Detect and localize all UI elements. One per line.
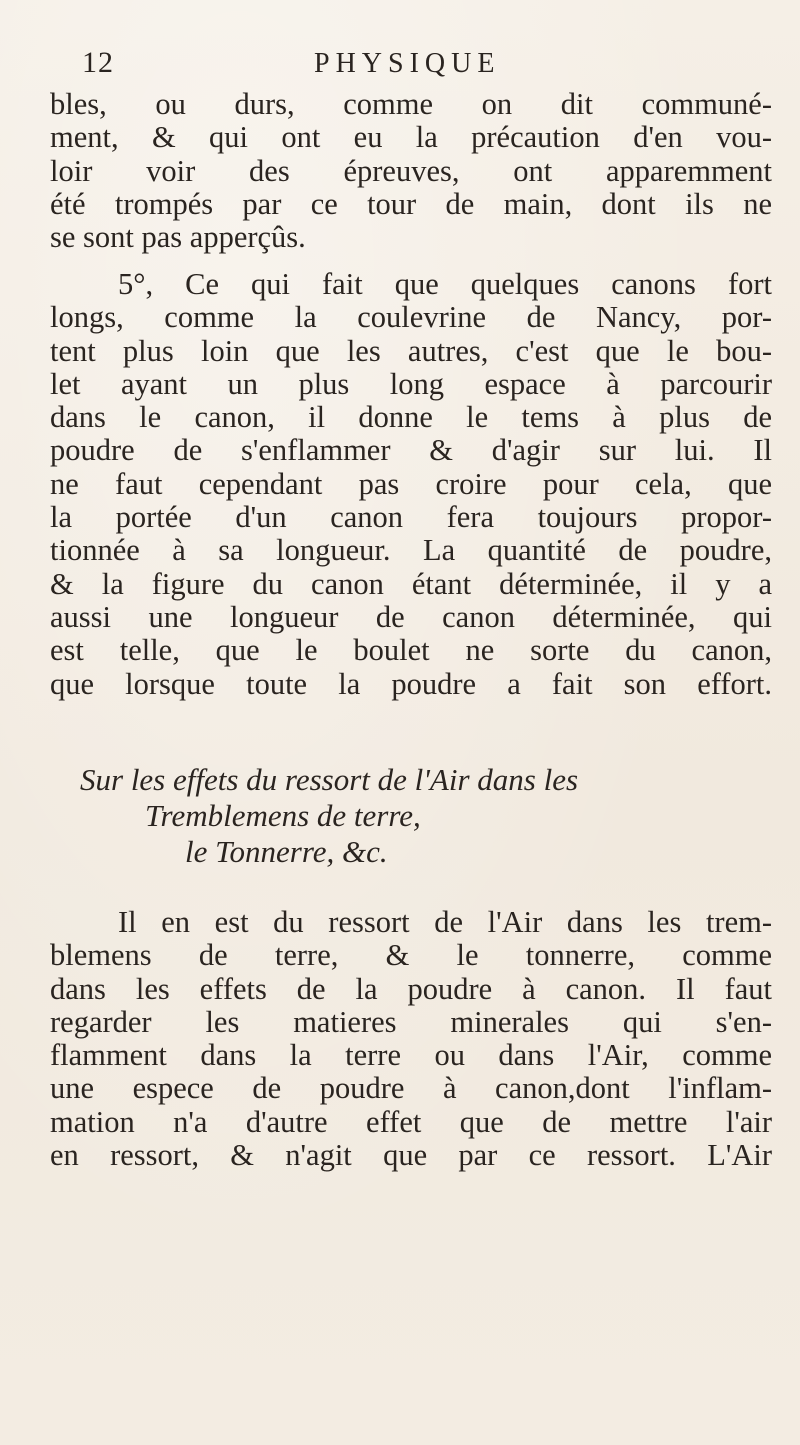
text-line: tionnée à sa longueur. La quantité de poudre,: [50, 533, 772, 568]
heading-line: Tremblemens de terre,: [145, 798, 421, 833]
running-head: [82, 46, 760, 86]
text-line: est telle, que le boulet ne sorte du canon,: [50, 633, 772, 668]
text-line: regarder les matieres minerales qui s'en-: [50, 1004, 772, 1039]
text-line: poudre de s'enflammer & d'agir sur lui. Il: [50, 433, 772, 468]
text-line: en ressort, & n'agit que par ce ressort. L'Air: [50, 1138, 772, 1173]
text-line: dans le canon, il donne le tems à plus de: [50, 400, 772, 435]
text-line: dans les effets de la poudre à canon. Il faut: [50, 971, 772, 1006]
text-line: que lorsque toute la poudre a fait son effort.: [50, 666, 772, 701]
text-line: ne faut cependant pas croire pour cela, que: [50, 466, 772, 501]
text-line: tent plus loin que les autres, c'est que le bou-: [50, 333, 772, 368]
text-line: aussi une longueur de canon déterminée, qui: [50, 599, 772, 634]
section-heading: [80, 762, 760, 870]
text-line: mation n'a d'autre effet que de mettre l'air: [50, 1104, 772, 1139]
text-line: été trompés par ce tour de main, dont ils ne: [50, 186, 772, 221]
text-line: 5°, Ce qui fait que quelques canons fort: [118, 267, 772, 301]
heading-line: Sur les effets du ressort de l'Air dans les: [80, 762, 579, 797]
paragraph-cannon-length: [50, 268, 772, 701]
text-line: se sont pas apperçûs.: [50, 220, 306, 255]
text-line: loir voir des épreuves, ont apparemment: [50, 153, 772, 188]
text-line: la portée d'un canon fera toujours propor-: [50, 500, 772, 535]
running-title: PHYSIQUE: [314, 48, 501, 79]
text-line: bles, ou durs, comme on dit communé-: [50, 87, 772, 121]
text-line: blemens de terre, & le tonnerre, comme: [50, 938, 772, 973]
text-line: & la figure du canon étant déterminée, il y a: [50, 566, 772, 601]
heading-line: le Tonnerre, &c.: [185, 834, 388, 869]
text-line: Il en est du ressort de l'Air dans les trem-: [118, 905, 772, 939]
text-line: longs, comme la coulevrine de Nancy, por-: [50, 300, 772, 335]
text-line: une espece de poudre à canon,dont l'inflam-: [50, 1071, 772, 1106]
page-number: 12: [82, 46, 114, 79]
text-line: let ayant un plus long espace à parcourir: [50, 366, 772, 401]
text-line: ment, & qui ont eu la précaution d'en vou-: [50, 120, 772, 155]
text-line: flamment dans la terre ou dans l'Air, comme: [50, 1038, 772, 1073]
paragraph-continuation: [50, 88, 772, 254]
paragraph-air-spring: [50, 906, 772, 1172]
